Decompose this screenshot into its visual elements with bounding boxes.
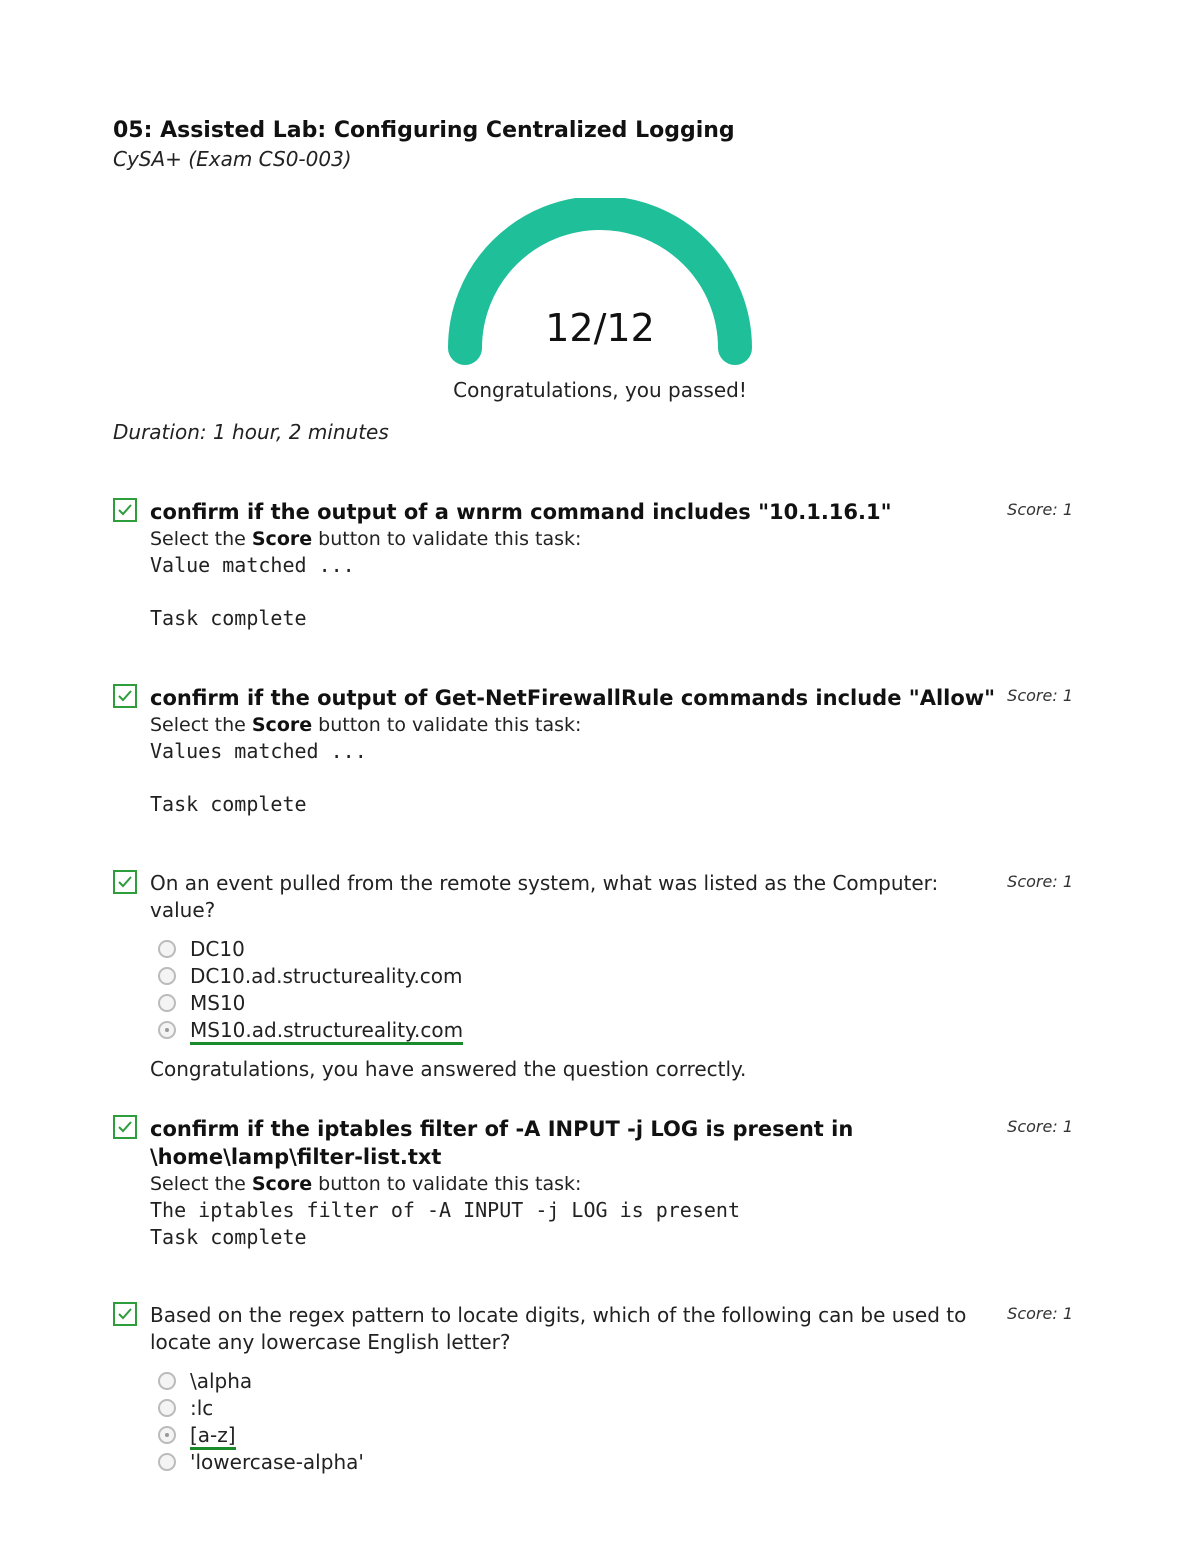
radio-button[interactable] [158,994,176,1012]
score-button-label: Score [251,1173,313,1195]
correct-answer: [a-z] [190,1423,236,1450]
pass-message: Congratulations, you passed! [453,378,747,402]
answer-option-selected[interactable] [150,1017,1000,1044]
answer-option[interactable]: :lc [150,1395,1000,1422]
task-title: confirm if the iptables filter of -A INPUT -j LOG is present in [150,1117,854,1141]
checkmark-icon [113,1115,137,1139]
correct-answer: MS10.ad.structureality.com [190,1018,463,1045]
task-title: confirm if the output of Get-NetFirewallRule commands include "Allow" [150,686,996,710]
task-score: Score: 1 [1007,686,1073,705]
score-gauge [440,198,760,378]
task-instruction: Select the Score button to validate this task: [150,528,582,550]
answer-option[interactable]: DC10.ad.structureality.com [150,963,1000,990]
task-instruction: Select the Score button to validate this task: [150,714,582,736]
task-score: Score: 1 [1007,1304,1073,1323]
answer-options [150,1368,1000,1476]
radio-button-selected[interactable] [158,1021,176,1039]
answer-options [150,936,1000,1044]
radio-button[interactable] [158,967,176,985]
checkmark-icon [113,1302,137,1326]
radio-button[interactable] [158,1453,176,1471]
question-item [113,1300,1073,1500]
task-status: Task complete [150,606,307,630]
radio-button[interactable] [158,940,176,958]
task-title-path: \home\lamp\filter-list.txt [150,1145,442,1169]
radio-button-selected[interactable] [158,1426,176,1444]
answer-option-selected[interactable] [150,1422,1000,1449]
score-button-label: Score [251,714,313,736]
answer-option[interactable]: MS10 [150,990,1000,1017]
answer-option[interactable]: DC10 [150,936,1000,963]
task-output: Value matched ... [150,553,355,577]
answer-option[interactable]: 'lowercase-alpha' [150,1449,1000,1476]
task-score: Score: 1 [1007,1117,1073,1136]
task-item [113,1113,1073,1263]
task-output: Values matched ... [150,739,367,763]
radio-button[interactable] [158,1399,176,1417]
question-text: On an event pulled from the remote system, what was listed as the Computer: value? [150,871,939,922]
task-output: The iptables filter of -A INPUT -j LOG is present [150,1198,741,1222]
task-score: Score: 1 [1007,500,1073,519]
answer-option[interactable]: \alpha [150,1368,1000,1395]
duration: Duration: 1 hour, 2 minutes [113,420,389,444]
exam-subtitle: CySA+ (Exam CS0-003) [113,147,352,171]
task-item [113,496,1073,636]
score-button-label: Score [251,528,313,550]
task-title: confirm if the output of a wnrm command includes "10.1.16.1" [150,500,892,524]
task-item [113,682,1073,822]
task-score: Score: 1 [1007,872,1073,891]
answer-feedback: Congratulations, you have answered the question correctly. [150,1057,747,1081]
question-text: Based on the regex pattern to locate digits, which of the following can be used to [150,1303,967,1327]
checkmark-icon [113,870,137,894]
header [113,116,735,172]
task-status: Task complete [150,792,307,816]
page-title: 05: Assisted Lab: Configuring Centralized Logging [113,118,735,143]
task-instruction: Select the Score button to validate this task: [150,1173,582,1195]
checkmark-icon [113,498,137,522]
score-value: 12/12 [545,306,655,350]
task-status: Task complete [150,1225,307,1249]
question-text-cont: locate any lowercase English letter? [150,1330,511,1354]
question-item [113,868,1073,1081]
radio-button[interactable] [158,1372,176,1390]
checkmark-icon [113,684,137,708]
